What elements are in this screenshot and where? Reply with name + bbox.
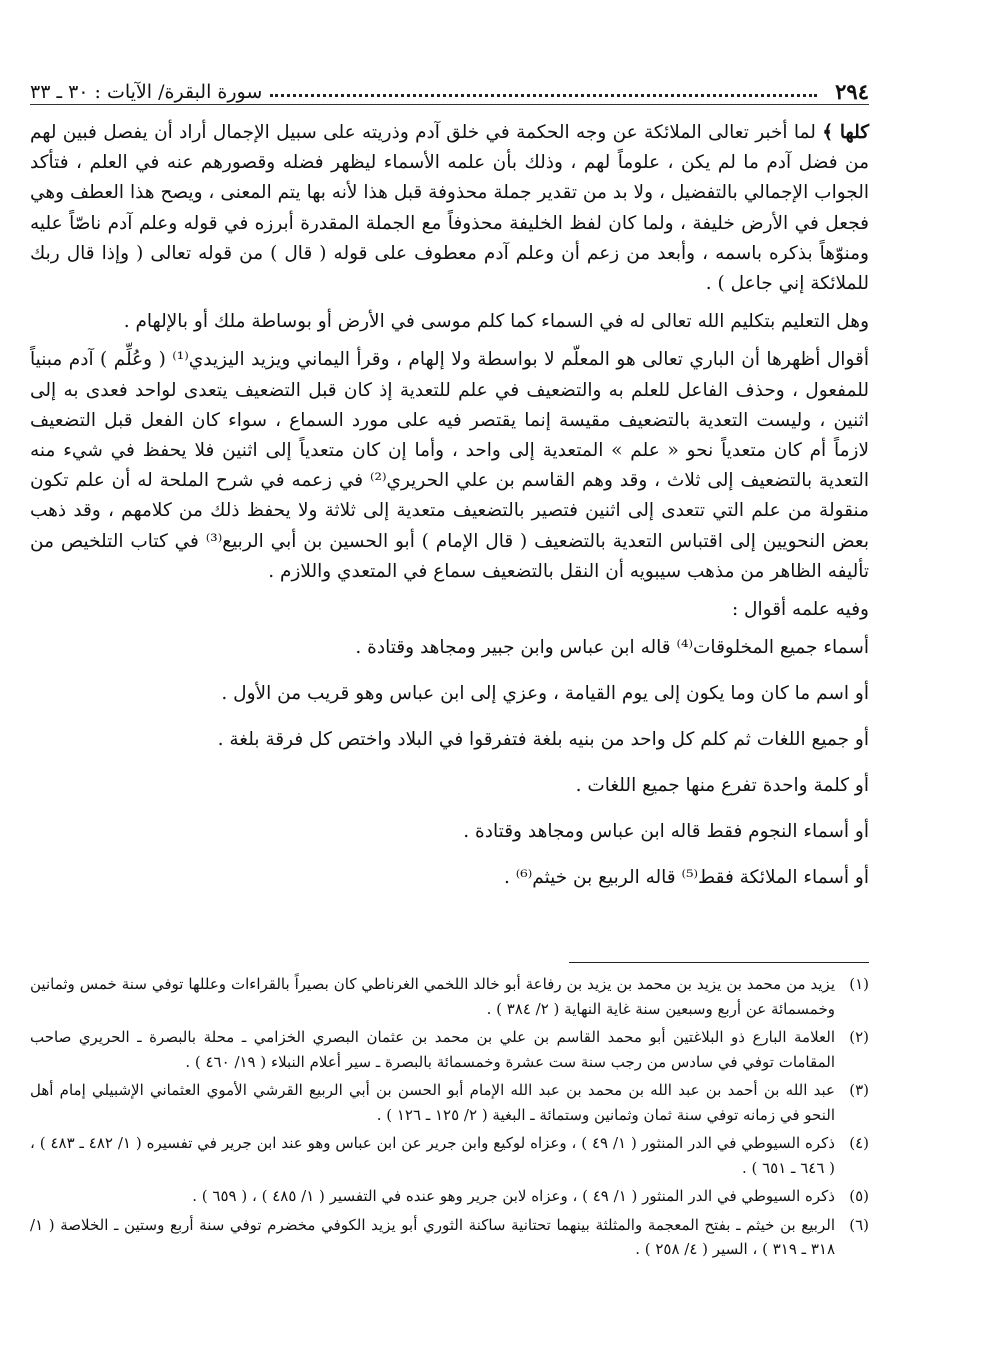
header-rule	[30, 104, 869, 105]
saying-item: أو أسماء النجوم فقط قاله ابن عباس ومجاهد وقتادة .	[463, 821, 869, 843]
paragraph-3: أقوال أظهرها أن الباري تعالى هو المعلّم لا بواسطة ولا إلهام ، وقرأ اليماني ويزيد اليزيدي⁽¹⁾ ( وعُلِّم ) آدم مبنياً للمفعول ، وحذف الفاعل للعلم به والتضعيف في علم للتعدية إذ كان قبل التضعيف يتعدى لواحد فعدى به إلى اثنين ، وليست التعدية بالتضعيف مقيسة إنما يقتصر فيه على مورد السماع ، سواء كان الفعل قبل التضعيف لازماً أم كان متعدياً نحو « علم » المتعدية إلى واحد ، وأما إن كان متعدياً إلى اثنين فلا يحفظ في شيء منه التعدية بالتضعيف إلى ثلاث ، وقد وهم القاسم بن علي الحريري⁽²⁾ في زعمه في شرح الملحة له أن علم تكون منقولة من علم التي تتعدى إلى اثنين فتصير بالتضعيف متعدية إلى ثلاثة ولا يحفظ ذلك من كلامهم ، وقد ذهب بعض النحويين إلى اقتباس التعدية بالتضعيف ( قال الإمام ) أبو الحسين بن أبي الربيع⁽³⁾ في كتاب التلخيص من تأليفه الظاهر من مذهب سيبويه أن النقل بالتضعيف سماع في المتعدي واللازم .	[30, 349, 870, 582]
paragraph-1	[30, 118, 869, 299]
saying-item: أسماء جميع المخلوقات⁽⁴⁾ قاله ابن عباس وابن جبير ومجاهد وقتادة .	[355, 637, 869, 659]
saying-item: أو أسماء الملائكة فقط⁽⁵⁾ قاله الربيع بن خيثم⁽⁶⁾ .	[503, 867, 869, 889]
saying-item: أو اسم ما كان وما يكون إلى يوم القيامة ، وعزي إلى ابن عباس وهو قريب من الأول .	[221, 683, 869, 705]
footnote-number: (٤)	[849, 1134, 869, 1152]
footnote-number: (١)	[849, 975, 869, 993]
footnote	[30, 1131, 869, 1180]
running-header	[30, 74, 869, 102]
footnote-number: (٥)	[849, 1187, 869, 1205]
sayings-intro: وفيه علمه أقوال :	[731, 599, 869, 621]
paragraph-2: وهل التعليم بتكليم الله تعالى له في السماء كما كلم موسى في الأرض أو بوساطة ملك أو بالإلهام .	[123, 311, 869, 333]
footnote-text: ذكره السيوطي في الدر المنثور ( ١/ ٤٩ ) ، وعزاه لابن جرير وهو عنده في التفسير ( ١/ ٤٨٥ ) ، ( ٦٥٩ ) .	[192, 1187, 835, 1205]
paragraph-1-text: لما أخبر تعالى الملائكة عن وجه الحكمة في خلق آدم وذريته على سبيل الإجمال أراد أن يفصل فبين لهم من فضل آدم ما لم يكن ، علوماً لهم ، وذلك بأن علمه الأسماء ليظهر فضله وقصورهم عنه في العلم ، فتأكد الجواب الإجمالي بالتفضيل ، ولا بد من تقدير جملة محذوفة قبل هذا لأنه بها يتم المعنى ، ويصح هذا العطف وهي فجعل في الأرض خليفة ، ولما كان لفظ الخليفة محذوفاً مع الجملة المقدرة أبرزه في قوله وعلم آدم ناصّاً عليه ومنوّهاً بذكره باسمه ، وأبعد من زعم أن وعلم آدم معطوف على قوله ( قال ) من قوله تعالى ( وإذا قال ربك للملائكة إني جاعل ) .	[30, 122, 869, 295]
footnote-text: عبد الله بن أحمد بن عبد الله بن محمد بن عبد الله الإمام أبو الحسن بن أبي الربيع القرشي الأموي العثماني الإشبيلي إمام أهل النحو في زمانه توفي سنة ثمان وثمانين وستمائة ـ البغية ( ٢/ ١٢٥ ـ ١٢٦ ) .	[30, 1081, 835, 1124]
footnote	[30, 1025, 869, 1074]
footnote-text: العلامة البارع ذو البلاغتين أبو محمد القاسم بن علي بن محمد بن عثمان البصري الخزامي ـ محلة بالبصرة ـ الحريري صاحب المقامات توفي في سادس من رجب سنة ست عشرة وخمسمائة بالبصرة ـ سير أعلام النبلاء ( ١٩/ ٤٦٠ ) .	[30, 1028, 835, 1071]
footnote	[30, 1078, 869, 1127]
verse-lead-word: كلها ﴾	[822, 122, 869, 143]
footnote-number: (٦)	[849, 1215, 869, 1234]
footnote-text: الربيع بن خيثم ـ بفتح المعجمة والمثلثة بينهما تحتانية ساكنة الثوري أبو يزيد الكوفي مخضرم توفي سنة أربع وستين ـ الخلاصة ( ١/ ٣١٨ ـ ٣١٩ ) ، السير ( ٤/ ٢٥٨ ) .	[30, 1215, 835, 1258]
footnotes	[30, 972, 869, 1266]
footnote-number: (٣)	[849, 1081, 869, 1099]
footnote	[30, 1213, 869, 1262]
footnote-text: يزيد من محمد بن يزيد بن محمد بن يزيد بن رفاعة أبو خالد اللخمي الغرناطي كان بصيراً بالقراءات وعللها توفي سنة خمس وثمانين وخمسمائة عن أربع وسبعين سنة غاية النهاية ( ٢/ ٣٨٤ ) .	[30, 975, 836, 1018]
page-number: ٢٩٤	[835, 79, 869, 104]
saying-item: أو كلمة واحدة تفرع منها جميع اللغات .	[575, 775, 869, 797]
header-dot-leader	[270, 92, 817, 97]
footnote	[30, 972, 869, 1021]
footnote	[30, 1184, 869, 1209]
saying-item: أو جميع اللغات ثم كلم كل واحد من بنيه بلغة فتفرقوا في البلاد واختص كل فرقة بلغة .	[217, 729, 869, 751]
footnote-text: ذكره السيوطي في الدر المنثور ( ١/ ٤٩ ) ، وعزاه لوكيع وابن جرير عن ابن عباس وهو عند ابن جرير في تفسيره ( ١/ ٤٨٢ ـ ٤٨٣ ) ، ( ٦٤٦ ـ ٦٥١ ) .	[30, 1134, 835, 1177]
main-text	[30, 118, 869, 909]
running-title: سورة البقرة/ الآيات : ٣٠ ـ ٣٣	[30, 81, 263, 103]
footnote-number: (٢)	[849, 1028, 869, 1046]
sayings-list	[30, 633, 869, 893]
footnote-rule	[569, 962, 869, 963]
